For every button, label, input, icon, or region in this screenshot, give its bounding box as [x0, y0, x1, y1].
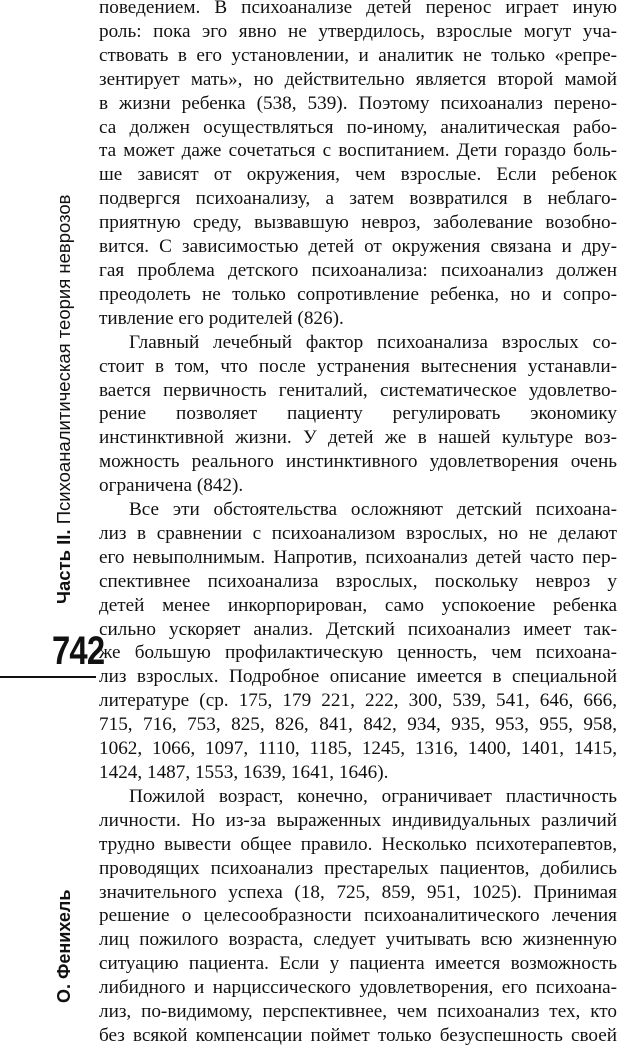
text-line: са должен осуществляться по-иному, аналитическая рабо-: [99, 116, 617, 138]
text-line: вается первичность гениталий, систематическое удовлетво-: [99, 379, 617, 401]
text-line: детей менее инкорпорирован, само успокоение ребенка: [99, 594, 617, 616]
text-line: решение о целесообразности психоаналитического лечения: [99, 905, 617, 927]
text-line: ограничена (842).: [99, 475, 244, 497]
text-line: ствовать в его установлении, и аналитик не только «репре-: [99, 44, 617, 66]
text-line: 1424, 1487, 1553, 1639, 1641, 1646).: [99, 762, 389, 783]
author-name: О. Фенихель: [54, 889, 74, 1003]
text-line: 1062, 1066, 1097, 1110, 1185, 1245, 1316, 1400, 1401, 1415,: [99, 738, 617, 760]
text-line: зентирует мать», но действительно является второй мамой: [99, 68, 617, 90]
text-line: ше зависят от окружения, чем взрослые. Если ребенок: [99, 164, 617, 186]
text-line: рение позволяет пациенту регулировать экономику: [99, 403, 617, 425]
text-line: же большую профилактическую ценность, чем психоана-: [99, 642, 617, 664]
paragraph: [99, 498, 617, 785]
text-line: Главный лечебный фактор психоанализа взрослых со-: [129, 331, 617, 353]
text-line: стоит в том, что после устранения вытеснения устанавли-: [99, 355, 617, 377]
part-label: Часть II.: [53, 529, 74, 604]
text-line: гая проблема детского психоанализа: психоанализ должен: [99, 259, 617, 281]
text-line: либидного и нарциссического удовлетворения, его психоана-: [99, 977, 617, 999]
text-line: та может даже сочетаться с воспитанием. Дети гораздо боль-: [99, 140, 617, 162]
text-line: роль: пока эго явно не утвердилось, взрослые могут уча-: [99, 20, 617, 42]
text-line: лиз в сравнении с психоанализом взрослых, но не делают: [99, 522, 617, 544]
text-line: приятную среду, вызвавшую невроз, заболевание возобно-: [99, 212, 617, 234]
text-line: 715, 716, 753, 825, 826, 841, 842, 934, 935, 953, 955, 958,: [99, 714, 617, 736]
part-title: Психоаналитическая теория неврозов: [53, 194, 74, 525]
text-line: поведением. В психоанализе детей перенос играет иную: [99, 0, 617, 18]
text-line: личности. Но из-за выраженных индивидуальных различий: [99, 809, 617, 831]
text-line: его невыполнимым. Напротив, психоанализ детей часто пер-: [99, 546, 617, 568]
text-line: подвергся психоанализу, а затем возвратился в неблаго-: [99, 188, 617, 210]
text-line: спективнее психоанализа взрослых, поскольку невроз у: [99, 570, 617, 592]
paragraph: [99, 785, 617, 1048]
page-number: 742: [52, 629, 105, 673]
text-line: вится. С зависимостью детей от окружения связана и дру-: [99, 236, 617, 258]
running-header: [51, 184, 77, 604]
text-line: значительного успеха (18, 725, 859, 951, 1025). Принимая: [99, 881, 617, 903]
paragraph: [99, 0, 617, 331]
text-line: проводящих психоанализ престарелых пациентов, добились: [99, 857, 617, 879]
body-text: [99, 0, 617, 1048]
text-line: литературе (ср. 175, 179 221, 222, 300, 539, 541, 646, 666,: [99, 690, 617, 712]
page-number-rule: [0, 676, 96, 678]
text-line: можность реального инстинктивного удовлетворения очень: [99, 451, 617, 473]
text-line: инстинктивной жизни. У детей же в нашей культуре воз-: [99, 427, 617, 449]
text-line: без всякой компенсации поймет только безуспешность своей: [99, 1024, 617, 1046]
text-line: лиз, по-видимому, перспективнее, чем психоанализ тех, кто: [99, 1001, 617, 1023]
text-line: Пожилой возраст, конечно, ограничивает пластичность: [129, 785, 617, 807]
text-line: лиц пожилого возраста, следует учитывать всю жизненную: [99, 929, 617, 951]
paragraph: [99, 331, 617, 498]
text-line: лиз взрослых. Подробное описание имеется в специальной: [99, 666, 617, 688]
text-line: сильно ускоряет анализ. Детский психоанализ имеет так-: [99, 618, 617, 640]
text-line: в жизни ребенка (538, 539). Поэтому психоанализ перено-: [99, 92, 617, 114]
text-line: тивление его родителей (826).: [99, 307, 344, 329]
text-line: трудно вывести общее правило. Несколько психотерапевтов,: [99, 833, 617, 855]
text-line: ситуацию пациента. Если у пациента имеется возможность: [99, 953, 617, 975]
text-line: преодолеть не только сопротивление ребенка, но и сопро-: [99, 283, 617, 305]
text-line: Все эти обстоятельства осложняют детский психоана-: [129, 499, 617, 521]
